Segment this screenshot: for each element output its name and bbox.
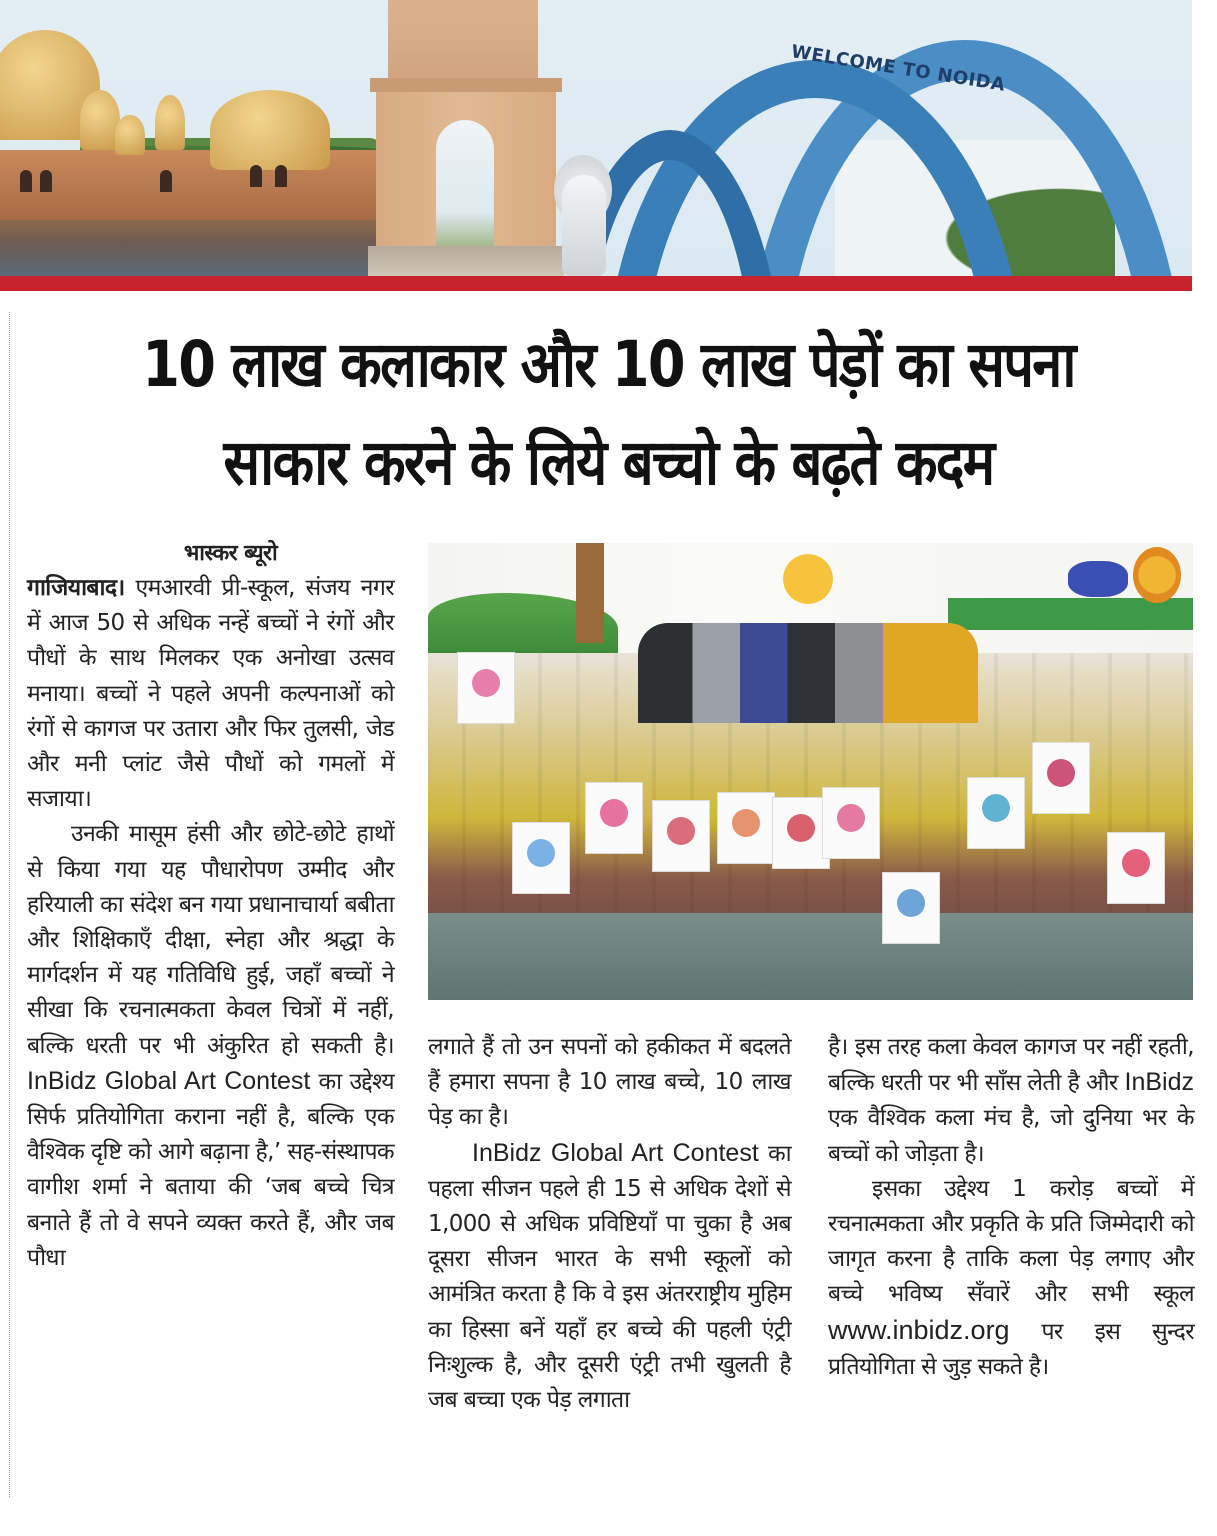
palace-lake-icon xyxy=(0,10,380,276)
paragraph xyxy=(27,817,394,1276)
accent-bar xyxy=(0,276,1192,291)
brand-name: InBidz Global Art Contest xyxy=(472,1138,759,1167)
india-gate-icon xyxy=(368,0,564,276)
painting-icon xyxy=(586,783,642,853)
noida-gate-icon xyxy=(585,0,1192,276)
cartoon-lion-icon xyxy=(1133,547,1181,603)
teachers-group xyxy=(638,623,978,723)
painting-icon xyxy=(968,778,1024,848)
brand-name: InBidz xyxy=(1124,1068,1194,1097)
paragraph-text: उनकी मासूम हंसी और छोटे-छोटे हाथों से किया गया यह पौधारोपण उम्मीद और हरियाली का संदेश बन गया प्रधानाचार्या बबीता और शिक्षिकाएँ दीक्षा, स्नेहा और श्रद्धा के मार्गदर्शन में यह गतिविधि हुई, जहाँ बच्चों ने सीखा कि रचनात्मकता केवल चित्रों में नहीं, बल्कि धरती पर भी अंकुरित हो सकती है। xyxy=(27,821,394,1059)
header-banner xyxy=(0,0,1192,276)
paragraph-text: एमआरवी प्री-स्कूल, संजय नगर में आज 50 से अधिक नन्हें बच्चों ने रंगों और पौधों के साथ मिलकर एक अनोखा उत्सव मनाया। बच्चों ने पहले अपनी कल्पनाओं को रंगों से कागज पर उतारा और फिर तुलसी, जेड और मनी प्लांट जैसे पौधों को गमलों में सजाया। xyxy=(27,575,394,813)
paragraph: लगाते हैं तो उन सपनों को हकीकत में बदलते हैं हमारा सपना है 10 लाख बच्चे, 10 लाख पेड़ का है। xyxy=(428,1034,791,1131)
painting-icon xyxy=(1108,833,1164,903)
painting-icon xyxy=(823,788,879,858)
byline: भास्कर ब्यूरो xyxy=(183,541,278,566)
paragraph-text: है। इस तरह कला केवल कागज पर नहीं रहती, बल्कि धरती पर भी साँस लेती है और xyxy=(828,1034,1194,1097)
paragraph-text: पर इस सुन्दर प्रतियोगिता से जुड़ सकते है। xyxy=(828,1318,1194,1380)
cartoon-bear-icon xyxy=(773,551,843,621)
paragraph xyxy=(27,571,394,817)
article-column-1 xyxy=(27,537,394,1276)
website-link[interactable]: www.inbidz.org xyxy=(828,1314,1010,1345)
brand-name: InBidz Global Art Contest xyxy=(27,1066,311,1095)
headline-line-2: साकार करने के लिये बच्चो के बढ़ते कदम xyxy=(223,426,994,499)
painting-icon xyxy=(718,793,774,863)
paragraph xyxy=(828,1030,1194,1172)
article-photo xyxy=(428,543,1193,1000)
painting-icon xyxy=(1033,743,1089,813)
painting-icon xyxy=(458,653,514,723)
painting-icon xyxy=(773,798,829,868)
paragraph xyxy=(428,1136,791,1419)
paragraph xyxy=(828,1172,1194,1385)
cartoon-hippo-icon xyxy=(1068,561,1128,597)
paragraph-text: का उद्देश्य सिर्फ प्रतियोगिता कराना नहीं है, बल्कि एक वैश्विक दृष्टि को आगे बढ़ाना है,’ सह-संस्थापक वागीश शर्मा ने बताया की ‘जब बच्चे चित्र बनाते हैं तो वे सपने व्यक्त करते हैं, और जब पौधा xyxy=(27,1068,394,1271)
paragraph-text: एक वैश्विक कला मंच है, जो दुनिया भर के बच्चों को जोड़ता है। xyxy=(828,1105,1194,1167)
painting-icon xyxy=(653,801,709,871)
paragraph-text: का पहला सीजन पहले ही 15 से अधिक देशों से 1,000 से अधिक प्रविष्टियाँ पा चुका है अब दूसरा सीजन भारत के सभी स्कूलों को आमंत्रित करता है कि वे इस अंतरराष्ट्रीय मुहिम का हिस्सा बनें यहाँ हर बच्चे की पहली एंट्री निःशुल्क है, और दूसरी एंट्री तभी खुलती है जब बच्चा एक पेड़ लगाता xyxy=(428,1140,792,1414)
paragraph-text: इसका उद्देश्य 1 करोड़ बच्चों में रचनात्मकता और प्रकृति के प्रति जिम्मेदारी को जागृत करना है ताकि कला पेड़ लगाए और बच्चे भविष्य सँवारें और सभी स्कूल xyxy=(828,1175,1194,1308)
headline-line-1: 10 लाख कलाकार और 10 लाख पेड़ों का सपना xyxy=(142,328,1075,401)
article-column-2 xyxy=(428,1030,791,1418)
article-column-3 xyxy=(828,1030,1194,1385)
tree-icon xyxy=(576,543,604,643)
buddha-statue-icon xyxy=(552,155,614,276)
welcome-sign-text: WELCOME TO NOIDA xyxy=(789,41,1007,96)
column-rule xyxy=(9,312,10,1497)
dateline: गाजियाबाद। xyxy=(27,575,125,601)
painting-icon xyxy=(513,823,569,893)
painting-icon xyxy=(883,873,939,943)
headline xyxy=(102,316,1114,512)
